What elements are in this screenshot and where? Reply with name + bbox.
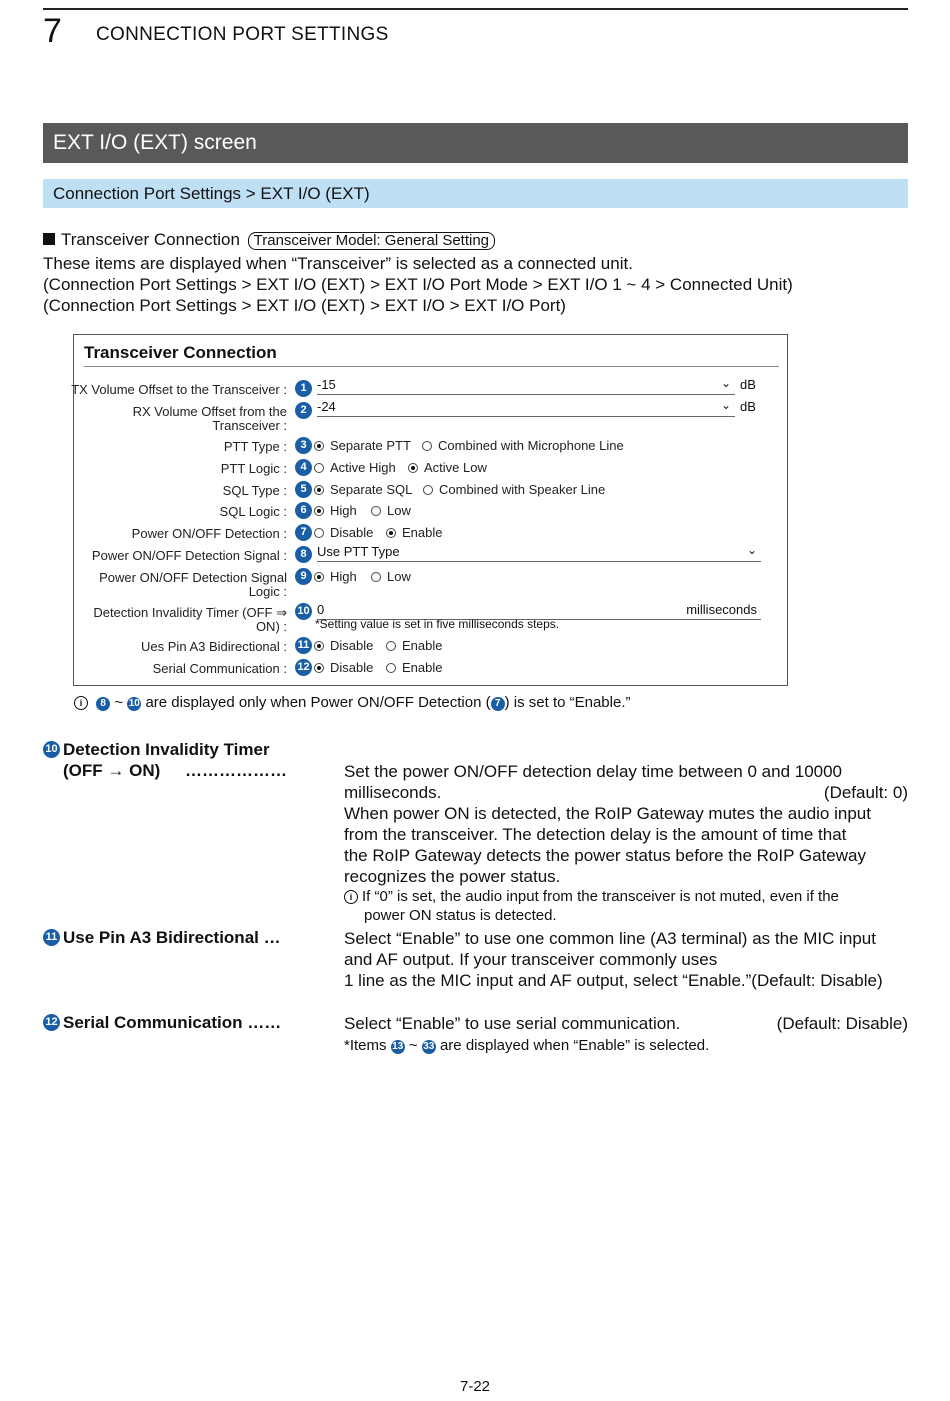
note-text: *Items	[344, 1037, 387, 1054]
chevron-down-icon: ⌄	[746, 543, 757, 557]
number-badge: 8	[96, 697, 110, 711]
radio-label: Active Low	[424, 460, 487, 475]
radio-signal-high[interactable]	[314, 569, 357, 584]
radio-label: Enable	[402, 660, 443, 675]
setting-label: Ues Pin A3 Bidirectional :	[141, 639, 287, 654]
select-value: -24	[317, 399, 336, 414]
radio-combined-mic[interactable]	[422, 438, 624, 453]
radio-selected-icon	[314, 485, 324, 495]
leader-dots: ………………	[185, 761, 287, 780]
radio-selected-icon	[314, 663, 324, 673]
description-line: Select “Enable” to use one common line (A3 terminal) as the MIC input	[344, 929, 876, 948]
radio-empty-icon	[386, 663, 396, 673]
setting-label: PTT Type :	[223, 439, 287, 454]
info-icon: i	[344, 890, 358, 904]
rx-volume-select[interactable]	[317, 399, 735, 417]
radio-selected-icon	[314, 572, 324, 582]
radio-label: Disable	[330, 660, 374, 675]
detection-signal-select[interactable]	[317, 544, 761, 562]
tilde: ~	[408, 1037, 418, 1054]
radio-label: Low	[387, 503, 411, 518]
default-value: (Default: 0)	[823, 783, 908, 802]
description-line	[344, 1013, 908, 1034]
radio-empty-icon	[371, 572, 381, 582]
number-badge: 12	[295, 659, 312, 676]
description-line: When power ON is detected, the RoIP Gateway mutes the audio input	[344, 804, 871, 823]
setting-label: RX Volume Offset from the	[132, 404, 287, 419]
radio-selected-icon	[314, 441, 324, 451]
model-tag: Transceiver Model: General Setting	[248, 232, 495, 250]
radio-active-high[interactable]	[314, 460, 396, 475]
description-line-text: milliseconds.	[344, 783, 442, 802]
tx-volume-select[interactable]	[317, 377, 735, 395]
radio-selected-icon	[314, 506, 324, 516]
note-text: are displayed when “Enable” is selected.	[439, 1037, 710, 1054]
radio-label: Active High	[330, 460, 396, 475]
number-badge: 4	[295, 459, 312, 476]
radio-sql-low[interactable]	[371, 503, 411, 518]
section-title: Transceiver Connection	[61, 230, 240, 249]
description-text	[344, 1013, 908, 1055]
section-heading	[43, 229, 495, 250]
divider	[84, 366, 779, 367]
radio-selected-icon	[386, 528, 396, 538]
screen-title: EXT I/O (EXT) screen	[43, 123, 908, 163]
radio-combined-speaker[interactable]	[423, 482, 605, 497]
radio-empty-icon	[314, 463, 324, 473]
radio-label: Separate PTT	[330, 438, 411, 453]
square-bullet-icon	[43, 233, 55, 245]
radio-label: High	[330, 569, 357, 584]
radio-selected-icon	[408, 463, 418, 473]
setting-label: Power ON/OFF Detection Signal :	[91, 548, 287, 563]
top-rule	[43, 8, 908, 10]
default-value: (Default: Disable)	[776, 1014, 908, 1033]
description-line: from the transceiver. The detection delay is the amount of time that	[344, 825, 847, 844]
chevron-down-icon: ⌄	[720, 398, 731, 412]
number-badge: 11	[43, 929, 60, 946]
number-badge: 13	[392, 1041, 404, 1052]
setting-label: TX Volume Offset to the Transceiver :	[71, 382, 287, 397]
note-text: power ON status is detected.	[364, 907, 557, 924]
number-badge: 2	[295, 402, 312, 419]
description-line-text: Select “Enable” to use serial communication.	[344, 1014, 681, 1033]
select-value: Use PTT Type	[317, 544, 400, 559]
description-term: Serial Communication ……	[63, 1013, 282, 1032]
setting-label: Serial Communication :	[152, 661, 287, 676]
radio-detection-enable[interactable]	[386, 525, 442, 540]
number-badge: 10	[43, 741, 60, 758]
radio-pin-a3-enable[interactable]	[386, 638, 442, 653]
description-term: Use Pin A3 Bidirectional …	[63, 928, 281, 947]
radio-empty-icon	[422, 441, 432, 451]
description-text	[344, 928, 908, 991]
settings-panel	[73, 334, 788, 686]
number-badge: 9	[295, 568, 312, 585]
note-text: If “0” is set, the audio input from the transceiver is not muted, even if the	[362, 888, 839, 905]
setting-label: Logic :	[248, 584, 287, 599]
setting-label: PTT Logic :	[220, 461, 287, 476]
select-value: -15	[317, 377, 336, 392]
description-line: the RoIP Gateway detects the power status before the RoIP Gateway	[344, 846, 866, 865]
section-line: (Connection Port Settings > EXT I/O (EXT) > EXT I/O Port Mode > EXT I/O 1 ~ 4 > Connected Unit)	[43, 275, 793, 294]
radio-empty-icon	[423, 485, 433, 495]
description-note	[344, 887, 908, 906]
radio-empty-icon	[314, 528, 324, 538]
section-line: (Connection Port Settings > EXT I/O (EXT) > EXT I/O > EXT I/O Port)	[43, 296, 566, 315]
radio-pin-a3-disable[interactable]	[314, 638, 373, 653]
radio-serial-disable[interactable]	[314, 660, 373, 675]
description-line	[344, 782, 908, 803]
radio-active-low[interactable]	[408, 460, 487, 475]
unit-label: milliseconds	[686, 602, 757, 617]
unit-label: dB	[740, 377, 756, 392]
number-badge: 10	[128, 698, 140, 709]
setting-label: Transceiver :	[212, 418, 287, 433]
setting-label: Detection Invalidity Timer (OFF ⇒	[93, 605, 287, 620]
radio-signal-low[interactable]	[371, 569, 411, 584]
description-term: Detection Invalidity Timer	[63, 740, 270, 759]
number-badge: 6	[295, 502, 312, 519]
radio-selected-icon	[314, 641, 324, 651]
radio-label: Disable	[330, 638, 374, 653]
radio-detection-disable[interactable]	[314, 525, 373, 540]
info-note	[74, 694, 631, 711]
radio-separate-sql[interactable]	[314, 482, 412, 497]
section-line: These items are displayed when “Transceiver” is selected as a connected unit.	[43, 254, 633, 273]
radio-label: Low	[387, 569, 411, 584]
input-value: 0	[317, 602, 325, 617]
chapter-title: CONNECTION PORT SETTINGS	[96, 24, 389, 45]
radio-label: Enable	[402, 638, 443, 653]
description-line: Set the power ON/OFF detection delay time between 0 and 10000	[344, 762, 843, 781]
info-text: ) is set to “Enable.”	[504, 694, 631, 711]
radio-label: High	[330, 503, 357, 518]
unit-label: dB	[740, 399, 756, 414]
description-term: (OFF → ON)	[63, 761, 161, 780]
breadcrumb: Connection Port Settings > EXT I/O (EXT)	[43, 179, 908, 208]
description-line: 1 line as the MIC input and AF output, select “Enable.”(Default: Disable)	[344, 971, 883, 990]
description-line: and AF output. If your transceiver commonly uses	[344, 950, 718, 969]
field-note: *Setting value is set in five milliseconds steps.	[315, 617, 560, 631]
radio-sql-high[interactable]	[314, 503, 357, 518]
radio-label: Combined with Microphone Line	[438, 438, 624, 453]
info-text: are displayed only when Power ON/OFF Detection (	[145, 694, 491, 711]
number-badge: 1	[295, 380, 312, 397]
radio-empty-icon	[371, 506, 381, 516]
setting-label: Power ON/OFF Detection :	[131, 526, 287, 541]
description-line: recognizes the power status.	[344, 867, 561, 886]
number-badge: 10	[295, 603, 312, 620]
panel-title: Transceiver Connection	[84, 343, 277, 362]
radio-empty-icon	[386, 641, 396, 651]
tilde: ~	[114, 694, 124, 711]
number-badge: 11	[295, 637, 312, 654]
number-badge: 7	[295, 524, 312, 541]
number-badge: 5	[295, 481, 312, 498]
number-badge: 3	[295, 437, 312, 454]
chapter-number: 7	[43, 12, 62, 50]
setting-label: SQL Type :	[222, 483, 287, 498]
chevron-down-icon: ⌄	[720, 376, 731, 390]
description-note	[344, 1036, 908, 1055]
info-icon: i	[74, 696, 88, 710]
description-text	[344, 761, 908, 925]
number-badge: 8	[295, 546, 312, 563]
radio-serial-enable[interactable]	[386, 660, 442, 675]
radio-separate-ptt[interactable]	[314, 438, 411, 453]
setting-label: SQL Logic :	[219, 504, 287, 519]
setting-label: Power ON/OFF Detection Signal	[99, 570, 287, 585]
number-badge: 12	[43, 1014, 60, 1031]
setting-label: ON) :	[255, 619, 287, 634]
radio-label: Separate SQL	[330, 482, 413, 497]
page-number: 7-22	[459, 1378, 491, 1395]
radio-label: Enable	[402, 525, 443, 540]
radio-label: Disable	[330, 525, 374, 540]
number-badge: 7	[491, 697, 505, 711]
number-badge: 33	[423, 1041, 435, 1052]
radio-label: Combined with Speaker Line	[439, 482, 606, 497]
